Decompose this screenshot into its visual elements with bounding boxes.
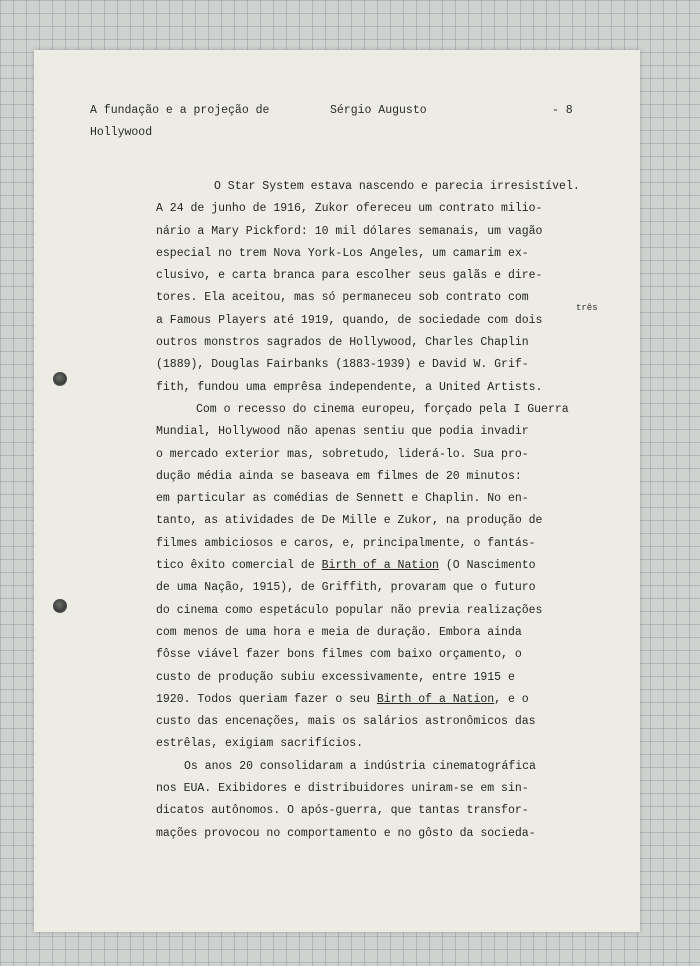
- text-line: [156, 399, 626, 421]
- text-line: [156, 310, 626, 332]
- text-segment: A 24 de junho de 1916, Zukor ofereceu um contrato milio-: [156, 202, 543, 216]
- text-line: [156, 577, 626, 599]
- text-line: [156, 510, 626, 532]
- text-line: [156, 823, 626, 845]
- header-author: Sérgio Augusto: [330, 104, 427, 117]
- text-segment: , e o: [494, 692, 529, 706]
- punch-hole: [53, 372, 67, 386]
- punch-hole: [53, 599, 67, 613]
- text-line: [156, 377, 626, 399]
- text-line: [156, 198, 626, 220]
- text-line: [156, 689, 626, 711]
- text-line: [156, 600, 626, 622]
- text-line: [156, 287, 626, 309]
- text-line: [156, 265, 626, 287]
- text-segment: Mundial, Hollywood não apenas sentiu que podia invadir: [156, 425, 529, 439]
- text-segment: tores. Ela aceitou, mas só permaneceu sob contrato com: [156, 291, 529, 305]
- text-line: [156, 221, 626, 243]
- text-line: [156, 711, 626, 733]
- text-line: [156, 332, 626, 354]
- text-line: [156, 800, 626, 822]
- text-line: [156, 622, 626, 644]
- text-segment: 1920. Todos queriam fazer o seu: [156, 692, 377, 706]
- text-segment: clusivo, e carta branca para escolher seus galãs e dire-: [156, 269, 543, 283]
- header-title-line-2: Hollywood: [90, 126, 153, 139]
- text-line: [156, 555, 626, 577]
- header-page-number: - 8: [552, 104, 573, 117]
- header-title-line-1: A fundação e a projeção de: [90, 104, 270, 117]
- text-segment: fôsse viável fazer bons filmes com baixo orçamento, o: [156, 648, 522, 662]
- text-line: [156, 733, 626, 755]
- text-segment: em particular as comédias de Sennett e Chaplin. No en-: [156, 492, 529, 506]
- text-line: [156, 644, 626, 666]
- text-segment: a Famous Players até 1919, quando, de sociedade com dois: [156, 313, 543, 327]
- text-line: [156, 444, 626, 466]
- body-text: [156, 176, 626, 845]
- underlined-film-title: Birth of a Nation: [321, 559, 439, 573]
- text-line: [156, 421, 626, 443]
- text-line: [156, 488, 626, 510]
- text-segment: dicatos autônomos. O após-guerra, que tantas transfor-: [156, 804, 529, 818]
- text-segment: especial no trem Nova York-Los Angeles, um camarim ex-: [156, 246, 529, 260]
- text-segment: O Star System estava nascendo e parecia irresistível.: [214, 180, 580, 193]
- text-segment: Os anos 20 consolidaram a indústria cinematográfica: [184, 759, 536, 773]
- text-line: [156, 466, 626, 488]
- handwritten-insertion: três: [576, 303, 598, 313]
- text-segment: estrêlas, exigiam sacrifícios.: [156, 737, 364, 751]
- text-segment: custo das encenações, mais os salários astronômicos das: [156, 715, 536, 729]
- text-segment: (1889), Douglas Fairbanks (1883-1939) e David W. Grif-: [156, 358, 529, 372]
- text-line: [156, 756, 626, 778]
- text-segment: filmes ambiciosos e caros, e, principalmente, o fantás-: [156, 536, 536, 550]
- text-segment: (O Nascimento: [438, 559, 536, 573]
- text-segment: com menos de uma hora e meia de duração. Embora ainda: [156, 625, 522, 639]
- text-segment: custo de produção subiu excessivamente, entre 1915 e: [156, 670, 515, 684]
- text-line: [156, 243, 626, 265]
- text-segment: nário a Mary Pickford: 10 mil dólares semanais, um vagão: [156, 224, 543, 238]
- text-segment: do cinema como espetáculo popular não previa realizações: [156, 603, 543, 617]
- text-segment: outros monstros sagrados de Hollywood, Charles Chaplin: [156, 336, 529, 350]
- text-line: [156, 176, 626, 198]
- text-segment: Com o recesso do cinema europeu, forçado pela I Guerra: [196, 402, 569, 416]
- text-line: [156, 667, 626, 689]
- text-segment: de uma Nação, 1915), de Griffith, provaram que o futuro: [156, 581, 536, 595]
- text-line: [156, 778, 626, 800]
- text-segment: tico êxito comercial de: [156, 559, 322, 573]
- text-segment: o mercado exterior mas, sobretudo, liderá-lo. Sua pro-: [156, 447, 529, 461]
- underlined-film-title: Birth of a Nation: [376, 692, 495, 706]
- text-segment: tanto, as atividades de De Mille e Zukor, na produção de: [156, 514, 543, 528]
- text-segment: fith, fundou uma emprêsa independente, a United Artists.: [156, 380, 543, 394]
- text-segment: nos EUA. Exibidores e distribuidores uniram-se em sin-: [156, 782, 529, 796]
- text-segment: mações provocou no comportamento e no gôsto da socieda-: [156, 826, 536, 840]
- text-segment: dução média ainda se baseava em filmes de 20 minutos:: [156, 469, 522, 483]
- text-line: [156, 354, 626, 376]
- text-line: [156, 533, 626, 555]
